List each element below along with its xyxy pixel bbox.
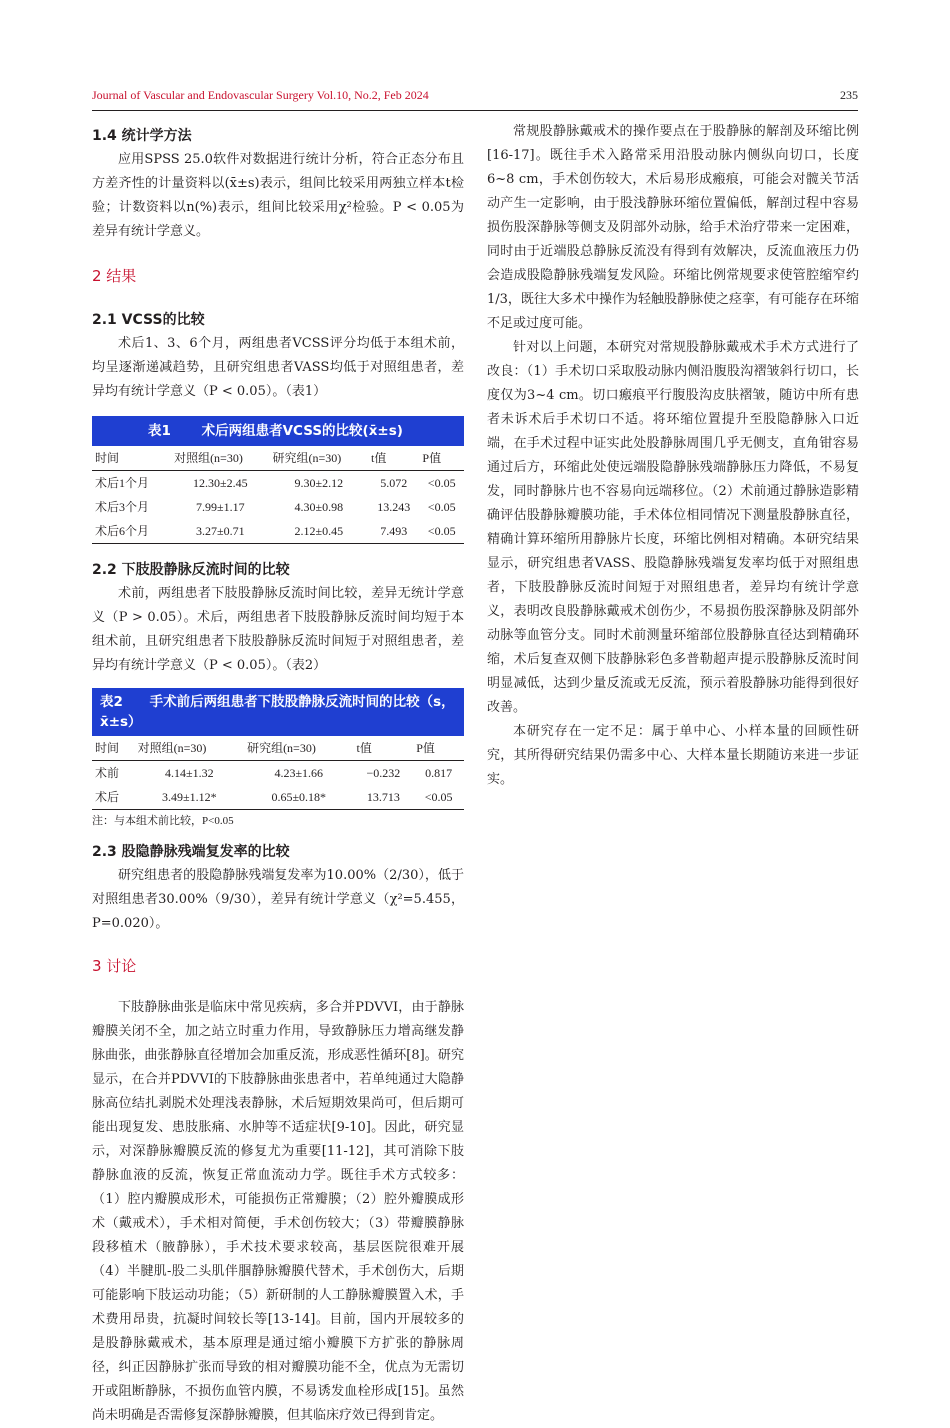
table-2-title-text: 手术前后两组患者下肢股静脉反流时间的比较（s，x̄±s） (100, 694, 455, 730)
column-header: 对照组(n=30) (135, 736, 244, 761)
table-1-title-text: 术后两组患者VCSS的比较(x̄±s) (201, 423, 403, 439)
column-header: 时间 (92, 446, 171, 471)
table-1-header (92, 446, 464, 471)
column-header: t值 (353, 736, 413, 761)
table-cell: 5.072 (380, 476, 408, 490)
table-cell: 7.99±1.17 (196, 500, 245, 514)
table-cell: 0.817 (425, 766, 453, 780)
table-1-label: 表1 (148, 423, 171, 439)
table-cell: 13.713 (353, 785, 413, 810)
table-2-title (92, 688, 464, 736)
left-column (92, 120, 464, 1428)
discussion-paragraph-4: 本研究存在一定不足：属于单中心、小样本量的回顾性研究，其所得研究结果仍需多中心、大样本量长期随访来进一步证实。 (487, 724, 859, 787)
table-row (92, 495, 464, 519)
table-cell: 术后6个月 (92, 519, 171, 544)
journal-citation: Journal of Vascular and Endovascular Surgery Vol.10, No.2, Feb 2024 (92, 88, 429, 102)
table-cell: <0.05 (419, 519, 464, 544)
table-cell: 2.12±0.45 (270, 519, 368, 544)
reflux-paragraph: 术前，两组患者下肢股静脉反流时间比较，差异无统计学意义（P > 0.05）。术后，两组患者下肢股静脉反流时间均短于本组术前，且研究组患者下肢股静脉反流时间短于对照组患者，差异均有统计学意义（P < 0.05）。（表2） (92, 586, 464, 673)
stats-paragraph: 应用SPSS 25.0软件对数据进行统计分析，符合正态分布且方差齐性的计量资料以(x̄±s)表示，组间比较采用两独立样本t检验；计数资料以n(%)表示，组间比较采用χ²检验。P < 0.05为差异有统计学意义。 (92, 152, 464, 239)
vcss-paragraph: 术后1、3、6个月，两组患者VCSS评分均低于本组术前，均呈逐渐递减趋势，且研究组患者VASS均低于对照组患者，差异均有统计学意义（P < 0.05）。（表1） (92, 336, 464, 399)
table-2-label: 表2 (100, 694, 123, 710)
table-cell: 4.23±1.66 (274, 766, 324, 780)
table-row (92, 761, 464, 786)
table-cell: 9.30±2.12 (294, 476, 344, 490)
table-2-note: 注：与本组术前比较，P<0.05 (92, 815, 234, 827)
recurrence-paragraph: 研究组患者的股隐静脉残端复发率为10.00%（2/30），低于对照组患者30.00%（9/30），差异有统计学意义（χ²=5.455，P=0.020）。 (92, 868, 464, 931)
table-cell: 术后3个月 (95, 500, 150, 514)
table-cell: 4.30±0.98 (294, 500, 344, 514)
table-cell: 13.243 (377, 500, 411, 514)
table-cell: 3.49±1.12* (135, 785, 244, 810)
vcss-heading: 2.1 VCSS的比较 (92, 312, 205, 328)
table-row (92, 519, 464, 544)
table-cell: <0.05 (413, 785, 464, 810)
table-cell: 3.27±0.71 (171, 519, 269, 544)
discussion-heading: 3 讨论 (92, 957, 137, 975)
discussion-paragraph-3: 针对以上问题，本研究对常规股静脉戴戒术手术方式进行了改良：（1）手术切口采取股动脉内侧沿腹股沟褶皱斜行切口，长度仅为3~4 cm。切口瘢痕平行腹股沟皮肤褶皱，随访中所有患者未诉术后手术切口不适。将环缩位置提升至股隐静脉入口近端，在手术过程中证实此处股静脉周围几乎无侧支，直角钳容易通过后方，环缩此处使远端股隐静脉残端静脉压力降低，不易复发，同时静脉片也不容易向远端移位。（2）术前通过静脉造影精确评估股静脉瓣膜功能，手术体位相同情况下测量股静脉直径，精确计算环缩所用静脉片长度，环缩比例相对精确。本研究结果显示，研究组患者VASS、股隐静脉残端复发率均低于对照组患者，下肢股静脉反流时间短于对照组患者，差异均有统计学意义，表明改良股静脉戴戒术创伤少，不易损伤股深静脉及阴部外动脉等血管分支。同时术前测量环缩部位股静脉直径达到精确环缩，术后复查双侧下肢静脉彩色多普勒超声提示股静脉反流时间明显减低，达到少量反流或无反流，预示着股静脉功能得到很好改善。 (487, 340, 859, 715)
table-cell: 12.30±2.45 (193, 476, 248, 490)
table-1 (92, 416, 464, 544)
table-cell: −0.232 (366, 766, 401, 780)
stats-heading: 1.4 统计学方法 (92, 128, 192, 144)
table-cell: 4.14±1.32 (165, 766, 214, 780)
table-cell: 0.65±0.18* (244, 785, 353, 810)
page-number: 235 (840, 88, 858, 102)
reflux-heading: 2.2 下肢股静脉反流时间的比较 (92, 562, 290, 578)
table-2 (92, 688, 464, 810)
table-cell: <0.05 (427, 500, 456, 514)
table-row (92, 785, 464, 810)
table-cell: 7.493 (368, 519, 419, 544)
table-cell: <0.05 (427, 476, 456, 490)
column-header: P值 (419, 446, 464, 471)
column-header: 对照组(n=30) (171, 446, 269, 471)
column-header: 研究组(n=30) (270, 446, 368, 471)
column-header: P值 (413, 736, 464, 761)
recurrence-heading: 2.3 股隐静脉残端复发率的比较 (92, 844, 290, 860)
table-row (92, 471, 464, 496)
header-rule (92, 110, 858, 111)
table-cell: 术后 (92, 785, 135, 810)
table-cell: 术后1个月 (95, 476, 150, 490)
column-header: 时间 (92, 736, 135, 761)
column-header: t值 (368, 446, 419, 471)
column-header: 研究组(n=30) (244, 736, 353, 761)
results-heading: 2 结果 (92, 267, 137, 285)
table-cell: 术前 (95, 766, 120, 780)
running-header (92, 86, 858, 108)
right-column (487, 120, 859, 792)
discussion-paragraph-2: 常规股静脉戴戒术的操作要点在于股静脉的解剖及环缩比例[16-17]。既往手术入路常采用沿股动脉内侧纵向切口，长度6~8 cm，手术创伤较大，术后易形成瘢痕，可能会对髋关节活动产生一定影响，由于股浅静脉环缩位置偏低，解剖过程中容易损伤股深静脉等侧支及阴部外动脉，给手术治疗带来一定困难，同时由于近端股总静脉反流没有得到有效解决，反流血液压力仍会造成股隐静脉残端复发风险。环缩比例常规要求使管腔缩窄约1/3，既往大多术中操作为轻触股静脉使之痉挛，有可能存在环缩不足或过度可能。 (487, 124, 859, 331)
discussion-paragraph-1: 下肢静脉曲张是临床中常见疾病，多合并PDVVI，由于静脉瓣膜关闭不全，加之站立时重力作用，导致静脉压力增高继发静脉曲张，曲张静脉直径增加会加重反流，形成恶性循环[8]。研究显示，在合并PDVVI的下肢静脉曲张患者中，若单纯通过大隐静脉高位结扎剥脱术处理浅表静脉，术后短期效果尚可，但后期可能出现复发、患肢胀痛、水肿等不适症状[9-10]。因此，研究显示，对深静脉瓣膜反流的修复尤为重要[11-12]，其可消除下肢静脉血液的反流，恢复正常血流动力学。既往手术方式较多：（1）腔内瓣膜成形术，可能损伤正常瓣膜；（2）腔外瓣膜成形术（戴戒术），手术相对简便，手术创伤较大；（3）带瓣膜静脉段移植术（腋静脉），手术技术要求较高，基层医院很难开展（4）半腱肌-股二头肌伴腘静脉瓣膜代替术，手术创伤大，后期可能影响下肢运动功能；（5）新研制的人工静脉瓣膜置入术，手术费用昂贵，抗凝时间较长等[13-14]。目前，国内开展较多的是股静脉戴戒术，基本原理是通过缩小瓣膜下方扩张的静脉周径，纠正因静脉扩张而导致的相对瓣膜功能不全，优点为无需切开或阻断静脉，不损伤血管内膜，不易诱发血栓形成[15]。虽然尚未明确是否需修复深静脉瓣膜，但其临床疗效已得到肯定。 (92, 1000, 464, 1423)
table-2-header (92, 736, 464, 761)
table-1-title (92, 416, 464, 446)
